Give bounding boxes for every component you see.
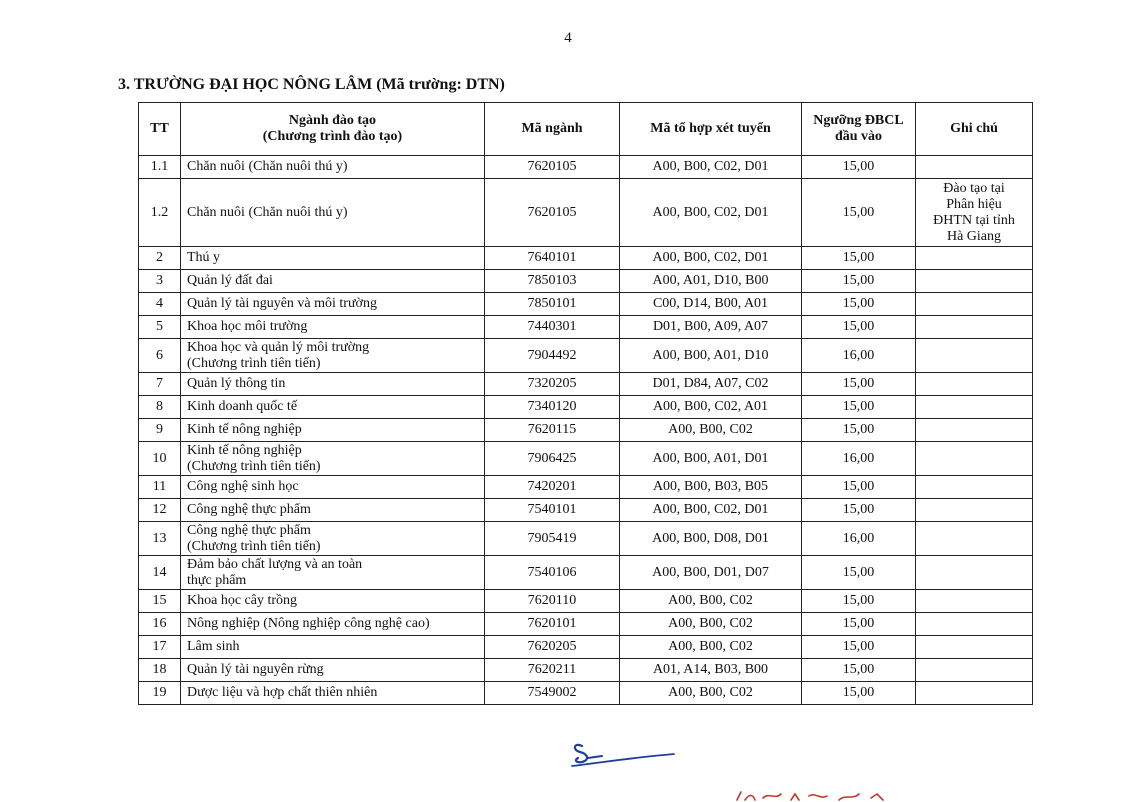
note-line: Hà Giang [946,228,1002,244]
cell-combo: A00, B00, C02, D01 [620,499,802,522]
cell-score: 16,00 [802,339,916,373]
program-line: Kinh tế nông nghiệp [187,442,302,458]
cell-program [181,339,485,373]
table-row [139,419,1033,442]
cell-note [916,293,1033,316]
cell-program [181,396,485,419]
program-line: thực phẩm [187,572,247,588]
table-row [139,247,1033,270]
cell-combo: A00, B00, C02 [620,682,802,705]
table-row [139,396,1033,419]
cell-code: 7540101 [485,499,620,522]
cell-code: 7620205 [485,636,620,659]
page-number: 4 [564,30,572,46]
table-row [139,156,1033,179]
cell-score: 15,00 [802,682,916,705]
cell-code: 7620115 [485,419,620,442]
cell-code: 7850101 [485,293,620,316]
cell-tt: 13 [139,522,181,556]
cell-score: 15,00 [802,476,916,499]
cell-program [181,659,485,682]
cell-program [181,499,485,522]
cell-note [916,556,1033,590]
cell-note [916,682,1033,705]
cell-note [916,659,1033,682]
cell-score: 15,00 [802,247,916,270]
header-combo: Mã tổ hợp xét tuyển [620,103,802,156]
cell-program [181,442,485,476]
cell-program [181,476,485,499]
table-row [139,499,1033,522]
program-line: Lâm sinh [187,639,240,654]
cell-tt: 10 [139,442,181,476]
cell-code: 7620105 [485,156,620,179]
cell-code: 7420201 [485,476,620,499]
cell-tt: 3 [139,270,181,293]
program-line: (Chương trình tiên tiến) [187,538,321,554]
admissions-table [138,102,1033,705]
table-row [139,556,1033,590]
program-line: Công nghệ sinh học [187,479,299,494]
cell-code: 7905419 [485,522,620,556]
cell-combo: A00, A01, D10, B00 [620,270,802,293]
program-line: Khoa học cây trồng [187,593,298,608]
program-line: Quản lý thông tin [187,376,286,391]
cell-tt: 16 [139,613,181,636]
cell-score: 16,00 [802,442,916,476]
cell-code: 7904492 [485,339,620,373]
cell-combo: C00, D14, B00, A01 [620,293,802,316]
cell-combo: A00, B00, C02 [620,613,802,636]
cell-combo: A00, B00, B03, B05 [620,476,802,499]
program-line: (Chương trình tiên tiến) [187,458,321,474]
cell-note [916,156,1033,179]
table-header-row [139,103,1033,156]
header-score [802,103,916,156]
cell-score: 15,00 [802,613,916,636]
cell-combo: D01, D84, A07, C02 [620,373,802,396]
cell-program [181,636,485,659]
cell-note [916,270,1033,293]
cell-code: 7620110 [485,590,620,613]
header-score-line1: Ngưỡng ĐBCL [813,113,904,128]
table-row [139,293,1033,316]
table-row [139,682,1033,705]
cell-note [916,476,1033,499]
header-note: Ghi chú [916,103,1033,156]
program-line: Quản lý đất đai [187,273,273,288]
cell-code: 7320205 [485,373,620,396]
cell-program [181,613,485,636]
cell-tt: 11 [139,476,181,499]
cell-score: 15,00 [802,270,916,293]
cell-combo: A00, B00, A01, D10 [620,339,802,373]
cell-note [916,316,1033,339]
cell-combo: A00, B00, C02 [620,419,802,442]
cell-code: 7549002 [485,682,620,705]
cell-note [916,396,1033,419]
cell-tt: 9 [139,419,181,442]
table-row [139,179,1033,247]
cell-code: 7640101 [485,247,620,270]
cell-note [916,179,1033,247]
cell-tt: 6 [139,339,181,373]
program-line: Chăn nuôi (Chăn nuôi thú y) [187,204,348,220]
cell-program [181,373,485,396]
cell-note [916,419,1033,442]
program-line: Khoa học môi trường [187,319,308,334]
header-program-line1: Ngành đào tạo [288,113,377,128]
cell-program [181,156,485,179]
cell-tt: 4 [139,293,181,316]
cell-tt: 1.2 [139,179,181,247]
cell-code: 7850103 [485,270,620,293]
cell-score: 15,00 [802,179,916,247]
table-row [139,339,1033,373]
cell-score: 15,00 [802,396,916,419]
cell-combo: A00, B00, C02, A01 [620,396,802,419]
cell-program [181,556,485,590]
cell-tt: 7 [139,373,181,396]
table-body [139,156,1033,705]
note-line: Phân hiệu [946,196,1002,212]
cell-tt: 2 [139,247,181,270]
cell-score: 15,00 [802,590,916,613]
cell-score: 15,00 [802,556,916,590]
cell-combo: A00, B00, C02, D01 [620,247,802,270]
cell-combo: A00, B00, D01, D07 [620,556,802,590]
program-line: Kinh tế nông nghiệp [187,422,302,437]
cell-note [916,613,1033,636]
section-title: 3. TRƯỜNG ĐẠI HỌC NÔNG LÂM (Mã trường: DTN) [118,76,505,93]
table-row [139,442,1033,476]
cell-tt: 14 [139,556,181,590]
program-line: Nông nghiệp (Nông nghiệp công nghệ cao) [187,616,430,631]
cell-note [916,442,1033,476]
program-line: Công nghệ thực phẩm [187,502,311,517]
cell-tt: 17 [139,636,181,659]
table-row [139,373,1033,396]
cell-score: 16,00 [802,522,916,556]
program-line: (Chương trình tiên tiến) [187,355,321,371]
cell-program [181,270,485,293]
cell-combo: A00, B00, C02, D01 [620,179,802,247]
cell-program [181,316,485,339]
cell-program [181,179,485,247]
program-line: Công nghệ thực phẩm [187,522,311,538]
cell-tt: 18 [139,659,181,682]
cell-program [181,682,485,705]
cell-note [916,339,1033,373]
cell-combo: A00, B00, C02 [620,590,802,613]
cell-tt: 5 [139,316,181,339]
cell-tt: 15 [139,590,181,613]
header-code: Mã ngành [485,103,620,156]
cell-program [181,293,485,316]
cell-code: 7540106 [485,556,620,590]
table-row [139,613,1033,636]
program-line: Thú y [187,250,221,265]
cell-score: 15,00 [802,293,916,316]
cell-combo: A01, A14, B03, B00 [620,659,802,682]
cell-score: 15,00 [802,419,916,442]
table-row [139,522,1033,556]
cell-program [181,590,485,613]
header-program [181,103,485,156]
cell-tt: 1.1 [139,156,181,179]
table-row [139,636,1033,659]
header-score-line2: đầu vào [834,129,883,144]
program-line: Quản lý tài nguyên rừng [187,662,324,677]
program-line: Khoa học và quản lý môi trường [187,339,370,355]
program-line: Chăn nuôi (Chăn nuôi thú y) [187,159,348,174]
program-line: Quản lý tài nguyên và môi trường [187,296,377,311]
cell-note [916,499,1033,522]
cell-tt: 19 [139,682,181,705]
cell-program [181,522,485,556]
cell-note [916,247,1033,270]
cell-score: 15,00 [802,316,916,339]
table-row [139,270,1033,293]
cell-combo: D01, B00, A09, A07 [620,316,802,339]
program-line: Dược liệu và hợp chất thiên nhiên [187,685,378,700]
note-line: Đào tạo tại [943,180,1005,196]
table-row [139,316,1033,339]
cell-combo: A00, B00, C02 [620,636,802,659]
cell-note [916,373,1033,396]
cell-code: 7440301 [485,316,620,339]
note-line: ĐHTN tại tỉnh [933,212,1015,228]
header-tt: TT [139,103,181,156]
table-row [139,476,1033,499]
cell-score: 15,00 [802,156,916,179]
cell-tt: 12 [139,499,181,522]
cell-score: 15,00 [802,636,916,659]
table-row [139,590,1033,613]
cell-tt: 8 [139,396,181,419]
cell-score: 15,00 [802,499,916,522]
cell-code: 7620105 [485,179,620,247]
program-line: Đảm bảo chất lượng và an toàn [187,556,363,572]
cell-score: 15,00 [802,659,916,682]
cell-combo: A00, B00, C02, D01 [620,156,802,179]
cell-score: 15,00 [802,373,916,396]
cell-program [181,419,485,442]
cell-note [916,590,1033,613]
table-row [139,659,1033,682]
header-program-line2: (Chương trình đào tạo) [262,129,403,144]
program-line: Kinh doanh quốc tế [187,399,298,414]
cell-code: 7906425 [485,442,620,476]
cell-note [916,636,1033,659]
cell-combo: A00, B00, A01, D01 [620,442,802,476]
cell-code: 7620211 [485,659,620,682]
cell-code: 7340120 [485,396,620,419]
signature-mark [568,736,678,770]
cell-program [181,247,485,270]
cell-note [916,522,1033,556]
cell-combo: A00, B00, D08, D01 [620,522,802,556]
cell-code: 7620101 [485,613,620,636]
